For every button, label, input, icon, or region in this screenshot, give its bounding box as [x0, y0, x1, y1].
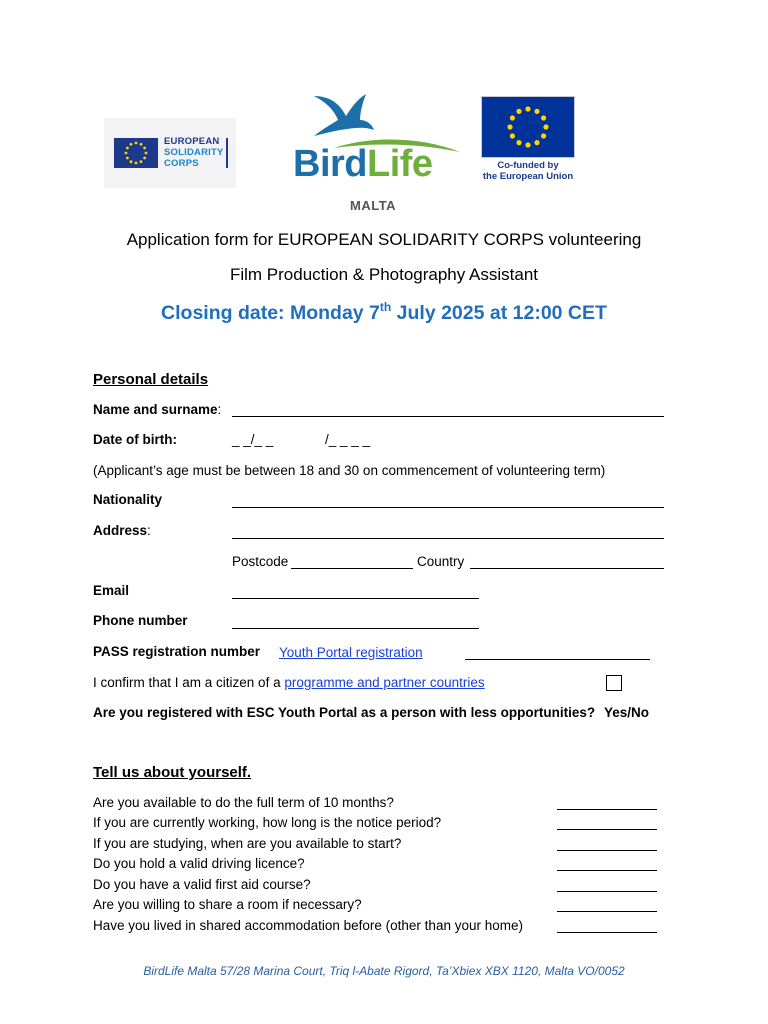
nationality-label: Nationality [93, 492, 163, 507]
about-question: Do you have a valid first aid course? [93, 877, 311, 892]
about-answer-field[interactable] [557, 829, 657, 830]
closing-date [0, 300, 768, 325]
form-title: Application form for EUROPEAN SOLIDARITY CORPS volunteering [126, 230, 642, 249]
citizen-confirm [93, 675, 485, 690]
esc-logo-divider [226, 138, 228, 168]
birdlife-word-bird: Bird [293, 143, 367, 185]
about-answer-field[interactable] [557, 809, 657, 810]
eu-cofunded-logo [478, 96, 578, 188]
closing-date-prefix: Closing date: Monday 7 [161, 302, 380, 324]
address-label-text: Address [93, 523, 148, 538]
about-question: Are you willing to share a room if necessary? [93, 897, 362, 912]
fewer-opportunities-answer[interactable]: Yes/No [604, 705, 650, 720]
address-label [93, 523, 151, 538]
about-answer-field[interactable] [557, 911, 657, 912]
about-question: If you are studying, when are you available to start? [93, 836, 402, 851]
phone-field[interactable] [232, 628, 479, 629]
about-question: Have you lived in shared accommodation before (other than your home) [93, 918, 523, 933]
postcode-field[interactable] [291, 568, 413, 569]
birdlife-word-life: Life [367, 143, 433, 185]
age-note: (Applicant’s age must be between 18 and 30 on commencement of volunteering term) [93, 463, 606, 478]
fewer-opportunities-question: Are you registered with ESC Youth Portal as a person with less opportunities? [93, 705, 596, 720]
esc-logo-line2: SOLIDARITY [164, 147, 224, 158]
phone-label: Phone number [93, 613, 188, 628]
name-field[interactable] [232, 416, 664, 417]
esc-logo-line1: EUROPEAN [164, 136, 220, 147]
dob-label: Date of birth: [93, 432, 177, 447]
personal-details-heading: Personal details [93, 371, 209, 388]
about-question: Are you available to do the full term of 10 months? [93, 795, 394, 810]
eu-cofunded-caption [478, 160, 578, 182]
pass-label: PASS registration number [93, 644, 261, 659]
youth-portal-registration-link[interactable]: Youth Portal registration [279, 645, 423, 660]
eu-caption-line2: the European Union [482, 171, 574, 182]
about-answer-field[interactable] [557, 870, 657, 871]
country-label: Country [417, 554, 465, 569]
about-question: Do you hold a valid driving licence? [93, 856, 305, 871]
closing-date-ordinal: th [379, 300, 392, 314]
birdlife-malta-logo [290, 90, 465, 215]
address-label-colon: : [147, 523, 151, 538]
name-label [93, 402, 221, 417]
country-field[interactable] [470, 568, 664, 569]
email-field[interactable] [232, 598, 479, 599]
citizen-confirm-checkbox[interactable] [606, 675, 622, 691]
postcode-label: Postcode [232, 554, 289, 569]
name-label-text: Name and surname [93, 402, 218, 417]
nationality-field[interactable] [232, 507, 664, 508]
about-heading: Tell us about yourself. [93, 764, 252, 781]
eu-caption-line1: Co-funded by [497, 160, 559, 171]
esc-logo-text [164, 136, 224, 169]
birdlife-country: MALTA [350, 198, 397, 213]
citizen-confirm-text: I confirm that I am a citizen of a [93, 675, 285, 690]
dob-year-field[interactable]: /_ _ _ _ [325, 432, 371, 447]
closing-date-suffix: July 2025 at 12:00 CET [391, 302, 607, 324]
esc-logo-line3: CORPS [164, 158, 199, 169]
name-label-colon: : [217, 402, 222, 417]
email-label: Email [93, 583, 130, 598]
address-field[interactable] [232, 538, 664, 539]
position-title: Film Production & Photography Assistant [229, 265, 539, 284]
about-answer-field[interactable] [557, 891, 657, 892]
european-solidarity-corps-logo [104, 118, 236, 188]
programme-countries-link[interactable]: programme and partner countries [284, 675, 485, 690]
pass-number-field[interactable] [465, 659, 650, 660]
eu-stars-flag-icon [481, 96, 575, 158]
about-question: If you are currently working, how long is the notice period? [93, 815, 442, 830]
dob-day-month-field[interactable]: _ _/_ _ [232, 432, 274, 447]
about-answer-field[interactable] [557, 932, 657, 933]
birdlife-wordmark [293, 142, 433, 186]
about-answer-field[interactable] [557, 850, 657, 851]
eu-flag-icon [114, 138, 158, 168]
footer-address: BirdLife Malta 57/28 Marina Court, Triq l-Abate Rigord, Ta’Xbiex XBX 1120, Malta VO/0052 [143, 964, 625, 978]
